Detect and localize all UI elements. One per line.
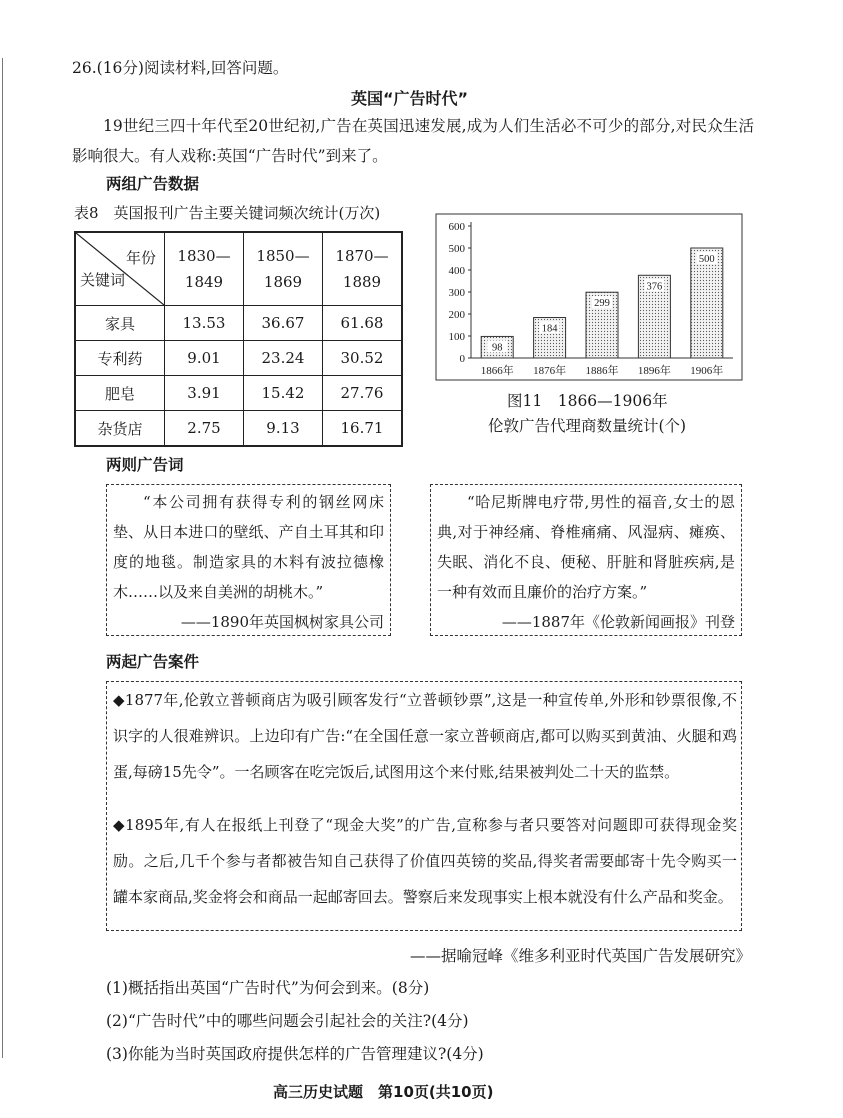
sub-question-1: (1)概括指出英国“广告时代”为何会到来。(8分) xyxy=(106,979,430,997)
ad-slogan-furniture xyxy=(106,484,391,636)
table-cell: 30.52 xyxy=(323,341,403,376)
ad-slogan-source: ——1890年英国枫树家具公司 xyxy=(180,613,384,631)
table-row xyxy=(75,376,402,411)
question-heading: 26.(16分)阅读材料,回答问题。 xyxy=(72,59,289,77)
table-row xyxy=(75,306,402,341)
ad-slogan-electric-belt xyxy=(430,484,742,636)
table-cell: 9.13 xyxy=(244,411,323,447)
row-label: 杂货店 xyxy=(75,411,165,447)
row-label: 专利药 xyxy=(75,341,165,376)
sub-question-3: (3)你能为当时英国政府提供怎样的广告管理建议?(4分) xyxy=(106,1045,484,1063)
y-tick-label: 400 xyxy=(448,265,465,277)
table-cell: 23.24 xyxy=(244,341,323,376)
x-tick-label: 1896年 xyxy=(637,365,671,377)
col-header: 1850— 1869 xyxy=(244,232,323,306)
corner-label-year: 年份 xyxy=(125,249,156,267)
table-cell: 27.76 xyxy=(323,376,403,411)
table-cell: 16.71 xyxy=(323,411,403,447)
y-tick-label: 200 xyxy=(448,309,465,321)
corner-label-keyword: 关键词 xyxy=(80,271,126,289)
bar-value-label: 299 xyxy=(594,298,610,310)
case-item: ◆1895年,有人在报纸上刊登了“现金大奖”的广告,宣称参与者只要答对问题即可获得现金奖励。之后,几千个参与者都被告知自己获得了价值四英镑的奖品,得奖者需要邮寄十先令购买一罐本家商品,奖金将会和商品一起邮寄回去。警察后来发现事实上根本就没有什么产品和奖金。 xyxy=(113,816,737,906)
bar-value-label: 98 xyxy=(491,342,503,354)
col-header: 1830— 1849 xyxy=(165,232,244,306)
table-row xyxy=(75,341,402,376)
bar-value-label: 376 xyxy=(646,281,663,293)
table-cell: 13.53 xyxy=(165,306,244,341)
material-title: 英国“广告时代” xyxy=(351,89,469,108)
table-row xyxy=(75,411,402,447)
ad-slogan-text: “哈尼斯牌电疗带,男性的福音,女士的恩典,对于神经痛、脊椎痛痛、风湿病、瘫痪、失眠、消化不良、便秘、肝脏和肾脏疾病,是一种有效而且廉价的治疗方案。” xyxy=(437,493,735,601)
keyword-frequency-table xyxy=(74,231,403,447)
section-ad-cases: 两起广告案件 xyxy=(106,653,200,671)
y-tick-label: 100 xyxy=(448,331,465,343)
table-cell: 61.68 xyxy=(323,306,403,341)
x-tick-label: 1876年 xyxy=(533,365,567,377)
table-cell: 3.91 xyxy=(165,376,244,411)
row-label: 家具 xyxy=(75,306,165,341)
page-footer: 高三历史试题 第10页(共10页) xyxy=(273,1083,494,1101)
table-header-row xyxy=(75,232,402,306)
chart-caption-line1: 图11 1866—1906年 xyxy=(507,392,668,410)
x-tick-label: 1866年 xyxy=(480,365,514,377)
row-label: 肥皂 xyxy=(75,376,165,411)
x-tick-label: 1906年 xyxy=(690,365,724,377)
x-tick-label: 1886年 xyxy=(585,365,619,377)
case-item: ◆1877年,伦敦立普顿商店为吸引顾客发行“立普顿钞票”,这是一种宣传单,外形和钞票很像,不识字的人很难辨识。上边印有广告:“在全国任意一家立普顿商店,都可以购买到黄油、火腿和鸡蛋,每磅15先令”。一名顾客在吃完饭后,试图用这个来付账,结果被判处二十天的监禁。 xyxy=(113,691,737,781)
agency-bar-chart xyxy=(435,213,745,383)
bar-value-label: 500 xyxy=(698,254,715,265)
section-ad-slogans: 两则广告词 xyxy=(106,456,184,474)
table-cell: 2.75 xyxy=(165,411,244,447)
ad-slogan-source: ——1887年《伦敦新闻画报》刊登 xyxy=(501,613,735,631)
intro-paragraph: 19世纪三四十年代至20世纪初,广告在英国迅速发展,成为人们生活必不可少的部分,对民众生活影响很大。有人戏称:英国“广告时代”到来了。 xyxy=(72,117,754,165)
y-tick-label: 500 xyxy=(448,243,465,255)
table-corner-cell xyxy=(75,232,165,306)
y-tick-label: 0 xyxy=(459,353,465,365)
table-caption: 表8 英国报刊广告主要关键词频次统计(万次) xyxy=(74,204,381,222)
left-margin-rule xyxy=(2,58,3,1058)
bar-value-label: 184 xyxy=(541,323,558,335)
source-citation: ——据喻冠峰《维多利亚时代英国广告发展研究》 xyxy=(409,947,751,965)
col-header: 1870— 1889 xyxy=(323,232,403,306)
y-tick-label: 600 xyxy=(448,221,465,233)
section-ad-data: 两组广告数据 xyxy=(106,175,200,193)
table-cell: 36.67 xyxy=(244,306,323,341)
ad-cases-box xyxy=(106,681,742,931)
table-cell: 9.01 xyxy=(165,341,244,376)
sub-question-2: (2)“广告时代”中的哪些问题会引起社会的关注?(4分) xyxy=(106,1012,469,1030)
y-tick-label: 300 xyxy=(448,287,465,299)
table-cell: 15.42 xyxy=(244,376,323,411)
chart-caption-line2: 伦敦广告代理商数量统计(个) xyxy=(488,417,687,435)
ad-slogan-text: “本公司拥有获得专利的钢丝网床垫、从日本进口的壁纸、产自土耳其和印度的地毯。制造家具的木料有波拉德橡木……以及来自美洲的胡桃木。” xyxy=(113,493,384,601)
